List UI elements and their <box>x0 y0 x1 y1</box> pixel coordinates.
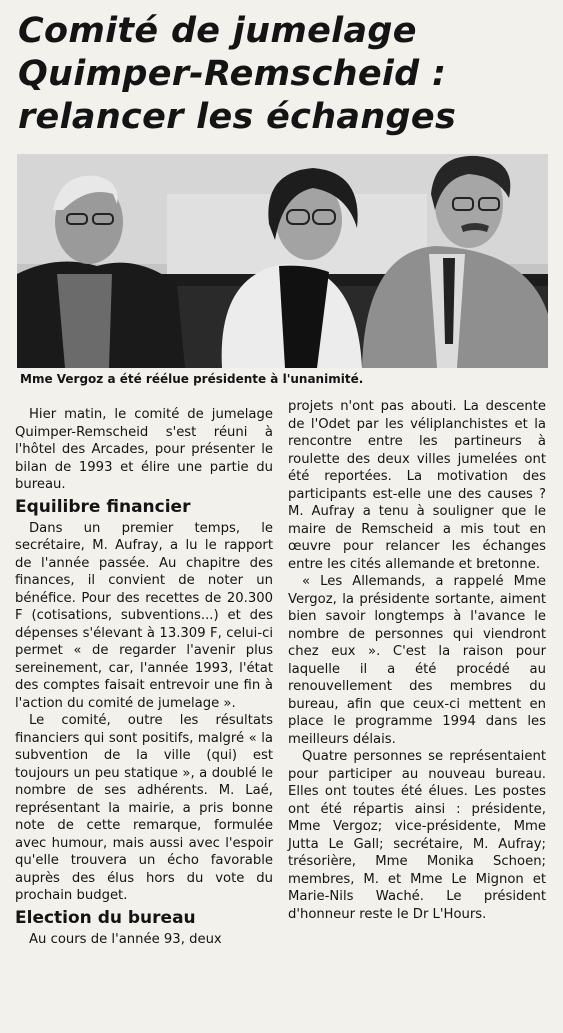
photo-caption: Mme Vergoz a été réélue présidente à l'unanimité. <box>20 372 364 386</box>
article-column-left <box>15 406 273 948</box>
subheading-election-du-bureau: Election du bureau <box>15 907 196 928</box>
news-photo <box>17 154 548 368</box>
paragraph-intro: Hier matin, le comité de jumelage Quimper-Remscheid s'est réuni à l'hôtel des Arcades, pour présenter le bilan de 1993 et élire une partie du bureau. <box>15 407 273 492</box>
article-column-right <box>288 398 546 923</box>
headline-line-3: relancer les échanges <box>18 97 457 137</box>
headline-line-2: Quimper-Remscheid : <box>18 54 447 94</box>
paragraph-comite: Le comité, outre les résultats financiers qui sont positifs, malgré « la subvention de la ville (qui) est toujours un peu statique », a doublé le nombre de ses adhérents. M. Laé, représentant la mairie, a pris bonne note de cette remarque, formulée avec humour, mais aussi avec l'espoir qu'elle trouvera un écho favorable auprès des élus hors du vote du prochain budget. <box>15 713 273 903</box>
paragraph-nouveau-bureau: Quatre personnes se représentaient pour participer au nouveau bureau. Elles ont toutes été élues. Les postes ont été répartis ainsi : présidente, Mme Vergoz; vice-présidente, Mme Jutta Le Gall; secrétaire, M. Aufray; trésorière, Mme Monika Schoen; membres, M. et Mme Le Mignon et Marie-Nils Waché. Le président d'honneur reste le Dr L'Hours. <box>288 749 546 922</box>
paragraph-finances: Dans un premier temps, le secrétaire, M. Aufray, a lu le rapport de l'année passée. Au chapitre des finances, il convient de noter un bénéfice. Pour des recettes de 20.300 F (cotisations, subventions...) et des dépenses s'élevant à 13.309 F, celui-ci permet « de regarder l'avenir plus sereinement, car, l'année 1993, l'état des comptes faisait entrevoir une fin à l'action du comité de jumelage ». <box>15 520 273 711</box>
headline <box>18 10 548 139</box>
headline-line-1: Comité de jumelage <box>18 11 417 51</box>
paragraph-projets: projets n'ont pas abouti. La descente de l'Odet par les véliplanchistes et la rencontre entre les partineurs à roulette des deux villes jumelées ont été reportées. La motivation des participants est-elle une des causes ? M. Aufray a tenu à souligner que le maire de Remscheid a mis tout en œuvre pour relancer les échanges entre les cités allemande et bretonne. <box>288 399 546 572</box>
paragraph-annee-93: Au cours de l'année 93, deux <box>29 931 222 947</box>
subheading-equilibre-financier: Equilibre financier <box>15 496 191 517</box>
news-photo-illustration <box>17 154 548 368</box>
paragraph-allemands: « Les Allemands, a rappelé Mme Vergoz, la présidente sortante, aiment bien savoir longtemps à l'avance le nombre de personnes qui viendront chez eux ». C'est la raison pour laquelle il a été procédé au renouvellement des membres du bureau, afin que ceux-ci mettent en place le programme 1994 dans les meilleurs délais. <box>288 574 546 747</box>
